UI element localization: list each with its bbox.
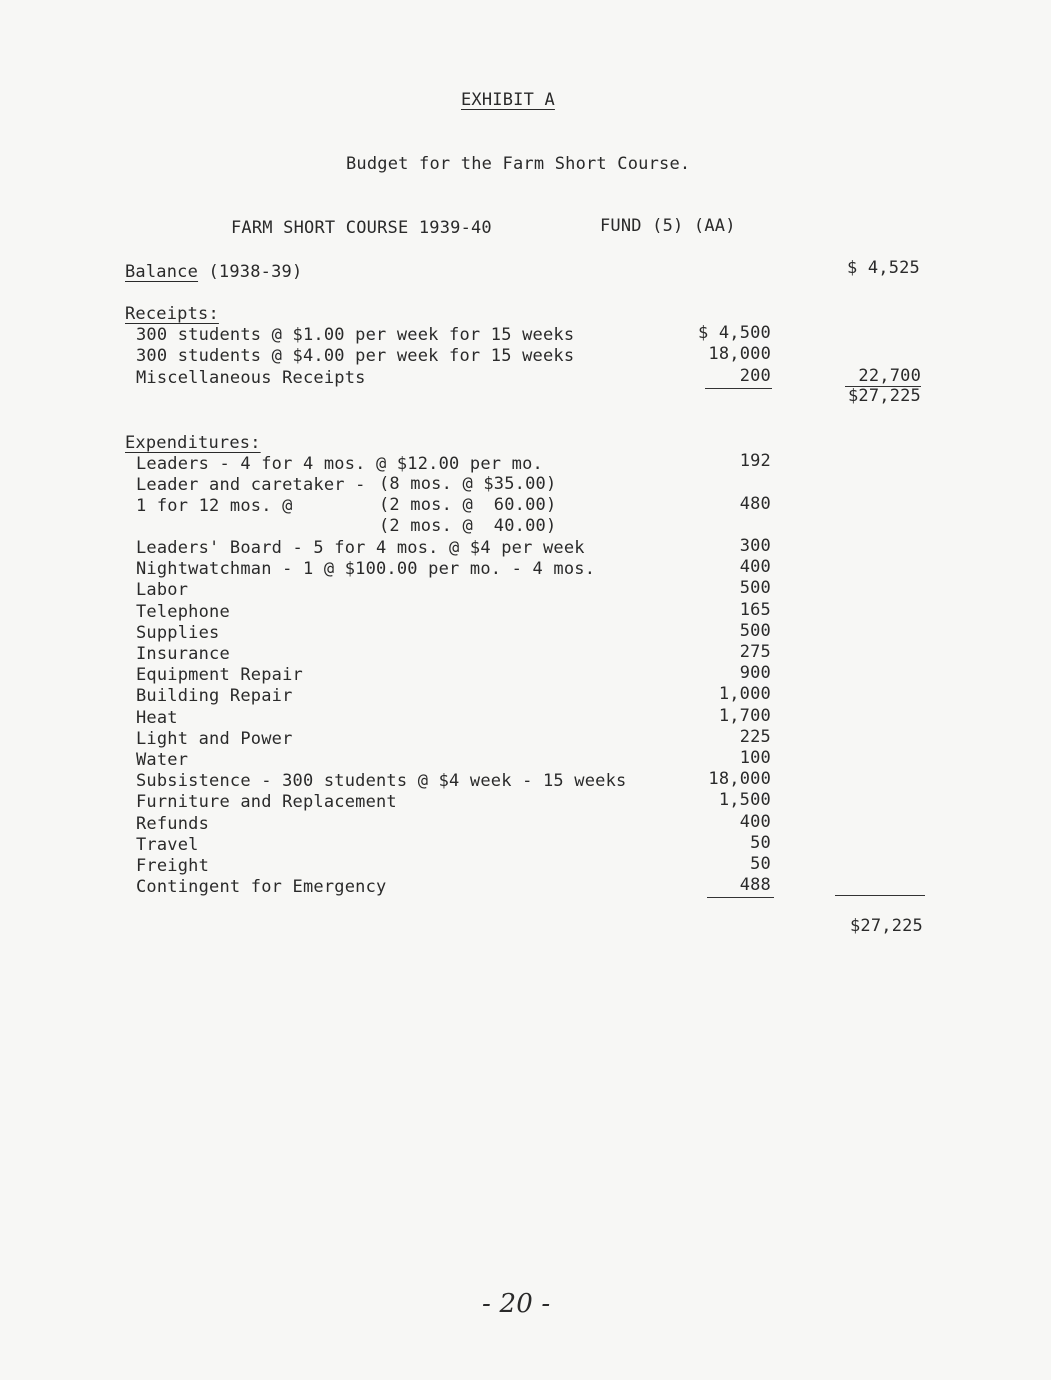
receipt-label: 300 students @ $1.00 per week for 15 weeks: [136, 325, 575, 345]
expenditure-amount: 165: [739, 599, 771, 620]
expenditure-amount: 500: [739, 578, 771, 599]
caretaker-label-line2: 1 for 12 mos. @: [136, 496, 293, 516]
expenditure-amount: 480: [739, 494, 771, 514]
expenditures-heading: Expenditures:: [125, 433, 261, 453]
exhibit-title: EXHIBIT A: [461, 90, 555, 110]
expenditure-label: Light and Power: [136, 728, 293, 749]
fund-heading: FUND (5) (AA): [600, 216, 736, 236]
receipt-amount: 18,000: [708, 344, 771, 364]
caretaker-detail: (2 mos. @ 40.00): [379, 516, 557, 536]
expenditure-label: Contingent for Emergency: [136, 877, 387, 898]
receipts-subtotal: 22,700: [858, 366, 921, 386]
expenditure-label: Building Repair: [136, 686, 293, 707]
expenditure-amount: 18,000: [708, 769, 771, 790]
expenditure-label: Leaders' Board - 5 for 4 mos. @ $4 per week: [136, 538, 585, 558]
expenditure-label: Telephone: [136, 601, 230, 622]
document-subtitle: Budget for the Farm Short Course.: [346, 154, 691, 174]
receipts-rule: [705, 388, 772, 389]
receipt-amount: $ 4,500: [697, 323, 771, 343]
receipt-label: 300 students @ $4.00 per week for 15 weeks: [136, 346, 575, 366]
expenditure-amount: 192: [739, 451, 771, 471]
expenditure-label: Heat: [136, 707, 178, 728]
expenditure-label: Labor: [136, 580, 189, 601]
grand-total: $27,225: [849, 916, 923, 936]
expenditure-label: Nightwatchman - 1 @ $100.00 per mo. - 4 mos.: [136, 559, 596, 580]
expenditure-amount: 500: [739, 620, 771, 641]
expenditure-amount: 50: [750, 832, 771, 853]
expenditure-amount: 100: [739, 748, 771, 768]
expenditure-amount: 400: [739, 811, 771, 832]
expenditure-label: Leaders - 4 for 4 mos. @ $12.00 per mo.: [136, 454, 543, 474]
expenditure-amount: 275: [739, 642, 771, 662]
page-number: - 20 -: [482, 1289, 551, 1319]
balance-year: (1938-39): [208, 262, 303, 282]
expenditure-amount: 1,000: [718, 684, 771, 705]
receipts-heading: Receipts:: [125, 304, 219, 324]
caretaker-label-line1: Leader and caretaker -: [136, 475, 366, 495]
expenditure-label: Travel: [136, 834, 199, 855]
expenditure-label: Supplies: [136, 622, 220, 643]
expenditure-label: Refunds: [136, 813, 210, 834]
expenditure-label: Equipment Repair: [136, 665, 303, 686]
caretaker-detail: (2 mos. @ 60.00): [379, 495, 557, 515]
expenditure-label: Subsistence - 300 students @ $4 week - 15 weeks: [136, 771, 627, 792]
expenditure-label: Water: [136, 750, 189, 770]
expenditure-label: Insurance: [136, 644, 230, 664]
balance-row: [125, 262, 302, 283]
balance-amount: $ 4,525: [846, 258, 920, 278]
expenditure-amount: 300: [739, 536, 771, 556]
caretaker-detail: (8 mos. @ $35.00): [379, 474, 557, 494]
expenditure-amount: 488: [739, 875, 771, 896]
expenditure-amount: 50: [750, 854, 771, 874]
expenditure-label: Furniture and Replacement: [136, 792, 397, 813]
expenditure-amount: 900: [739, 663, 771, 684]
expenditure-amount: 1,500: [718, 790, 771, 811]
expenditure-amount: 1,700: [718, 705, 771, 726]
receipt-label: Miscellaneous Receipts: [136, 368, 366, 388]
expenditure-amount: 400: [739, 557, 771, 578]
expenditure-amount: 225: [739, 726, 771, 747]
balance-label: Balance: [125, 262, 199, 282]
course-heading: FARM SHORT COURSE 1939-40: [231, 218, 492, 238]
receipt-amount: 200: [739, 366, 771, 386]
expenditure-label: Freight: [136, 856, 210, 876]
receipts-total: $27,225: [847, 386, 921, 406]
total-rule: [835, 895, 925, 896]
expenditures-rule: [707, 897, 774, 898]
